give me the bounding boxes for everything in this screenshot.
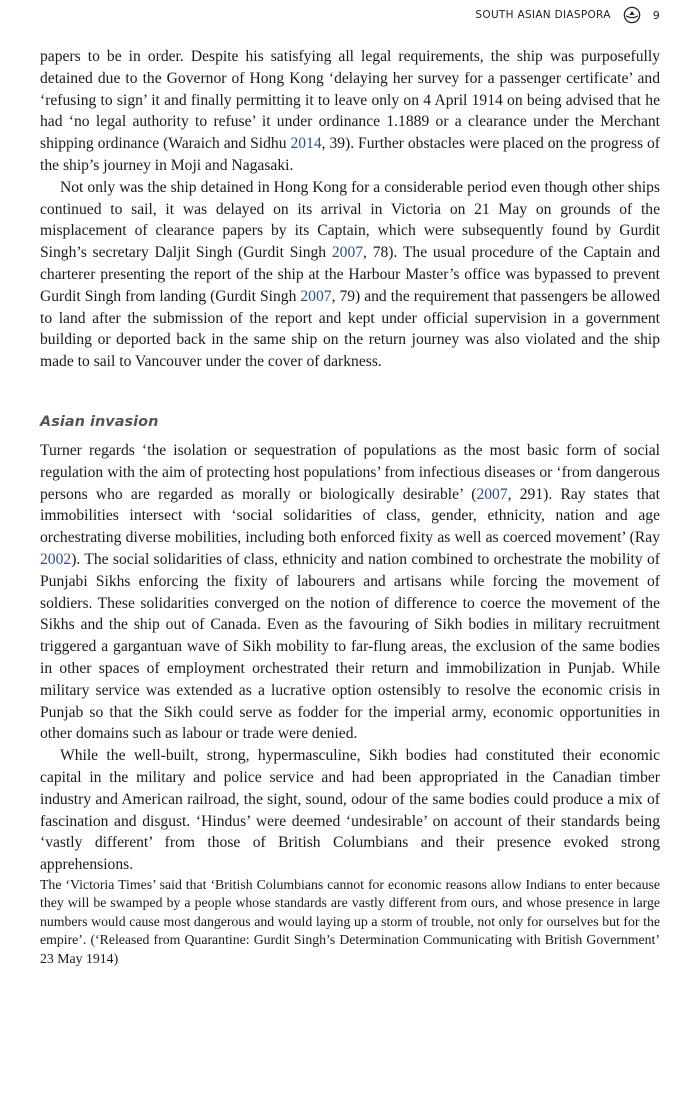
article-body: [40, 46, 660, 968]
text-run: papers to be in order. Despite his satisfying all legal requirements, the ship was purposefully detained due to the Governor of Hong Kong ‘delaying her survey for a passenger certificate’ and ‘refusing to sign’ it and finally permitting it to leave only on 4 April 1914 on being advised that he had ‘no legal authority to refuse’ it under ordinance 1.1889 or a clearance under the Merchant shipping ordinance (Waraich and Sidhu: [40, 48, 660, 153]
citation-link[interactable]: 2007: [300, 287, 332, 305]
text-run: , 291). Ray states that immobilities intersect with ‘social solidarities of class, gender, ethnicity, nation and age orchestrating diverse mobilities, including both enforced fixity as well as coerced movement’ (Ray: [40, 485, 661, 547]
page-number: 9: [652, 8, 660, 22]
text-run: Turner regards ‘the isolation or sequestration of populations as the most basic form of social regulation with the aim of protecting host populations’ from infectious diseases or ‘from dangerous persons who are regarded as morally or biologically desirable’ (: [40, 441, 660, 503]
text-run: Not only was the ship detained in Hong Kong for a considerable period even though other ships continued to sail, it was delayed on its arrival in Victoria on 21 May on grounds of the misplacement of clearance papers by its Captain, which were subsequently found by Gurdit Singh’s secretary Daljit Singh (Gurdit Singh: [40, 178, 660, 262]
paragraph: [40, 440, 660, 745]
text-run: , 39). Further obstacles were placed on the progress of the ship’s journey in Moji and Nagasaki.: [40, 135, 660, 174]
text-run: ). The social solidarities of class, ethnicity and nation combined to orchestrate the mobility of Punjabi Sikhs enforcing the fixity of labourers and artisans while forcing the movement of soldiers. These solidarities converged on the notion of difference to coerce the movement of the Sikhs and the ship out of Canada. Even as the favouring of Sikh bodies in military recruitment triggered a gargantuan wave of Sikh mobility to far-flung areas, the exclusion of the same bodies in other spaces of employment orchestrated their return and immobilization in Punjab. While military service was extended as a lucrative option ostensibly to resolve the economic crisis in Punjab so that the Sikh could serve as fodder for the imperial army, economic opportunities in other domains such as labour or trade were denied.: [40, 550, 660, 743]
paragraph: [40, 46, 660, 177]
section-heading: Asian invasion: [40, 413, 159, 430]
running-title: SOUTH ASIAN DIASPORA: [475, 9, 611, 21]
text-run: , 78). The usual procedure of the Captain and charterer presenting the report of the ship at the Harbour Master’s office was bypassed to prevent Gurdit Singh from landing (Gurdit Singh: [40, 244, 661, 305]
block-quote: The ‘Victoria Times’ said that ‘British Columbians cannot for economic reasons allow Indians to enter because they will be swamped by a people whose standards are vastly different from ours, and whose presence in large numbers would cause most dangerous and would laying up a storm of trouble, not only for ourselves but for the empire’. (‘Released from Quarantine: Gurdit Singh’s Determination Communicating with British Government’ 23 May 1914): [40, 876, 660, 966]
citation-link[interactable]: 2007: [476, 485, 508, 503]
paragraph: [40, 745, 660, 876]
text-run: , 79) and the requirement that passengers be allowed to land after the submission of the report and kept under official supervision in a government building or deported back in the same ship on the return journey was also violated and the ship made to sail to Vancouver under the cover of darkness.: [40, 287, 660, 371]
journal-logo-icon: [623, 6, 641, 24]
citation-link[interactable]: 2007: [331, 244, 364, 262]
text-run: While the well-built, strong, hypermasculine, Sikh bodies had constituted their economic capital in the military and police service and had been appropriated in the Canadian timber industry and American railroad, the sight, sound, odour of the same bodies could produce a mix of fascination and disgust. ‘Hindus’ were deemed ‘undesirable’ on account of their standards being ‘vastly different’ from those of British Columbians and their presence evoked strong apprehensions.: [40, 747, 660, 874]
running-head: [475, 6, 660, 24]
citation-link[interactable]: 2014: [290, 135, 322, 153]
citation-link[interactable]: 2002: [40, 550, 72, 568]
paragraph: [40, 177, 660, 373]
